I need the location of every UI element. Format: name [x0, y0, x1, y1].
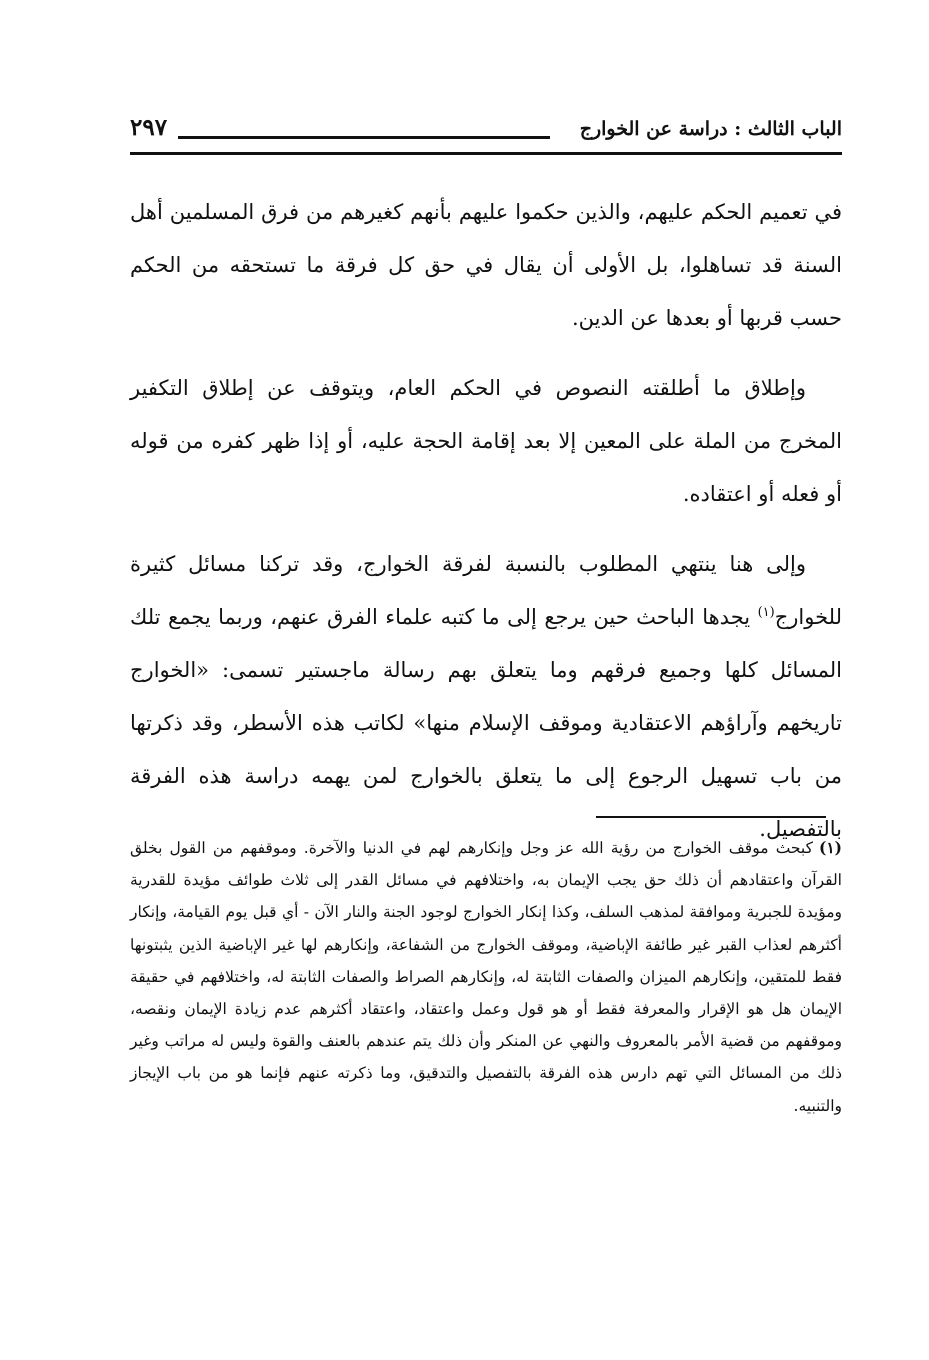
page-number: ٢٩٧ [130, 114, 168, 141]
header-underline [130, 152, 842, 155]
footnote-separator [596, 816, 826, 818]
paragraph: في تعميم الحكم عليهم، والذين حكموا عليهم بأنهم كغيرهم من فرق المسلمين أهل السنة قد تساهلوا، بل الأولى أن يقال في حق كل فرقة ما تستحقه من الحكم حسب قربها أو بعدها عن الدين. [130, 200, 842, 330]
footnote-text: كبحث موقف الخوارج من رؤية الله عز وجل وإنكارهم لهم في الدنيا والآخرة. وموقفهم من القول بخلق القرآن واعتقادهم أن ذلك حق يجب الإيمان به، واختلافهم في مسائل القدر إلى ثلاث طوائف مؤيدة للقدرية ومؤيدة للجبرية وموافقة لمذهب السلف، وكذا إنكار الخوارج لوجود الجنة والنار الآن - أي قبل يوم القيامة، وإنكار أكثرهم لعذاب القبر غير طائفة الإباضية، وموقف الخوارج من الشفاعة، وإنكارهم لها غير الإباضية الذين يثبتونها فقط للمتقين، وإنكارهم الميزان والصفات الثابتة له، وإنكارهم الصراط والصفات الثابتة له، واختلافهم في حقيقة الإيمان هل هو الإقرار والمعرفة فقط أو هو قول وعمل واعتقاد، واعتقاد أكثرهم عدم زيادة الإيمان ونقصه، وموقفهم من قضية الأمر بالمعروف والنهي عن المنكر وأن ذلك يتم عندهم بالعنف والقوة وليس له مراتب وغير ذلك من المسائل التي تهم دارس هذه الفرقة بالتفصيل والتدقيق، وما ذكرته عنهم فإنما هو من باب الإيجاز والتنبيه. [130, 839, 842, 1115]
page-header [130, 110, 842, 154]
paragraph-text: وإلى هنا ينتهي المطلوب بالنسبة لفرقة الخوارج، وقد تركنا مسائل كثيرة للخوارج [130, 552, 842, 629]
header-rule [178, 136, 550, 139]
paragraph-text: يجدها الباحث حين يرجع إلى ما كتبه علماء الفرق عنهم، وربما يجمع تلك المسائل كلها وجميع فرقهم وما يتعلق بهم رسالة ماجستير تسمى: «الخوارج تاريخهم وآراؤهم الاعتقادية وموقف الإسلام منها» لكاتب هذه الأسطر، وقد ذكرتها من باب تسهيل الرجوع إلى ما يتعلق بالخوارج لمن يهمه دراسة هذه الفرقة بالتفصيل. [130, 605, 842, 841]
paragraph: وإطلاق ما أطلقته النصوص في الحكم العام، ويتوقف عن إطلاق التكفير المخرج من الملة على المعين إلا بعد إقامة الحجة عليه، أو إذا ظهر كفره من قوله أو فعله أو اعتقاده. [130, 376, 842, 506]
running-head: الباب الثالث : دراسة عن الخوارج [579, 118, 842, 140]
footnote-marker[interactable]: (١) [757, 605, 775, 620]
footnote-number: (١) [818, 838, 842, 857]
main-text [130, 186, 842, 873]
paragraph [130, 538, 842, 856]
footnote [130, 832, 842, 1122]
